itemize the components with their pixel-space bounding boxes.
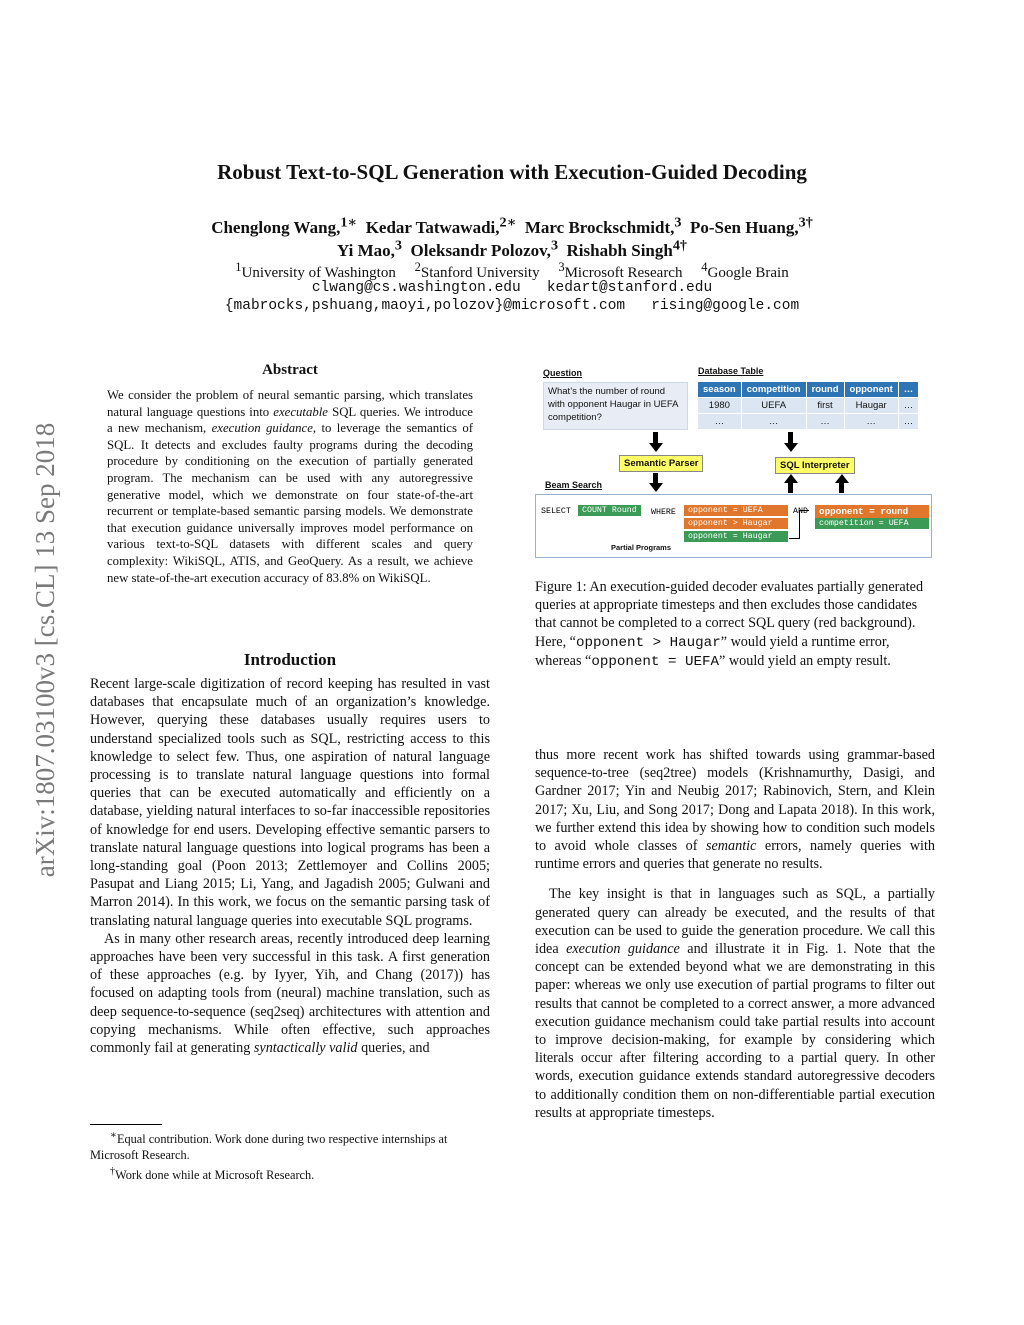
arrow-shaft (788, 432, 793, 443)
author: Rishabh Singh$^{4\dagger}$ (566, 237, 687, 260)
table-cell: … (898, 398, 919, 414)
abstract-text: We consider the problem of neural semantic parsing, which translates natural language questions into executable SQL queries. We introduce a new mechanism, execution guidance, to leverage the semantics of SQL. It detects and excludes faulty programs during the decoding procedure by conditioning on the execution of partially generated program. The mechanism can be used with any autoregressive generative model, which we demonstrate on four state-of-the-art recurrent or template-based semantic parsing models. We demonstrate that execution guidance universally improves model performance on various text-to-SQL datasets with different scales and query complexity: WikiSQL, ATIS, and GeoQuery. As a result, we achieve new state-of-the-art execution accuracy of 83.8% on WikiSQL. (107, 388, 473, 585)
email: {mabrocks,pshuang,maoyi,polozov}@microsoft.com (224, 298, 626, 314)
email-line-2 (0, 298, 1024, 314)
arrow-down-icon (784, 443, 798, 452)
arrow-up-icon (784, 474, 798, 483)
table-header: competition (741, 382, 806, 398)
intro-paragraph-2: As in many other research areas, recently introduced deep learning approaches have been very successful in this task. A first generation of these approaches (e.g. by Iyyer, Yih, and Chang (2017)) has focused on adapting tools from (neural) machine translation, such as deep sequence-to-sequence (seq2seq) architectures with attention and copying mechanisms. While often effective, such approaches commonly fail at generating syntactically valid queries, and (90, 930, 490, 1057)
email-line-1 (0, 280, 1024, 296)
email: kedart@stanford.edu (546, 280, 713, 296)
abstract-section (107, 362, 473, 586)
arrow-shaft (653, 432, 658, 443)
code-snippet: opponent = UEFA (591, 653, 720, 670)
affiliations (0, 260, 1024, 282)
question-box: What’s the number of round with opponent Haugar in UEFA competition? (543, 382, 688, 430)
right-column-text (535, 746, 935, 1122)
candidate-chip: COUNT Round (578, 505, 641, 516)
candidate-chip: competition = UEFA (815, 518, 929, 529)
introduction-section (90, 650, 490, 1057)
arrow-down-icon (649, 483, 663, 492)
author: Chenglong Wang,$^{1∗}$ (211, 214, 358, 237)
footnote-rule (90, 1124, 162, 1125)
sql-keyword: AND (793, 507, 808, 516)
candidate-chip-error: opponent > Haugar (684, 518, 788, 529)
footnotes (90, 1128, 490, 1183)
sql-keyword: WHERE (651, 508, 676, 517)
semantic-parser-box: Semantic Parser (619, 455, 703, 472)
table-header: round (806, 382, 844, 398)
paragraph: thus more recent work has shifted towards using grammar-based sequence-to-tree (seq2tree) models (Krishnamurthy, Dasigi, and Gardner 2017; Yin and Neubig 2017; Rabinovich, Stern, and Klein 2017; Xu, Liu, and Song 2017; Dong and Lapata 2018). In this work, we further extend this idea by showing how to condition such models to avoid whole classes of semantic errors, namely queries with runtime errors and queries that generate no results. (535, 747, 935, 873)
author: Yi Mao,$^3$ (337, 237, 402, 260)
paper-title: Robust Text-to-SQL Generation with Execution-Guided Decoding (217, 160, 807, 184)
table-cell: 1980 (698, 398, 741, 414)
arrow-shaft (653, 473, 658, 483)
arrow-shaft (839, 483, 844, 493)
paragraph: The key insight is that in languages such as SQL, a partially generated query can already be executed, and the results of that execution can be used to guide the generation procedure. We call this idea execution guidance and illustrate it in Fig. 1. Note that the concept can be extended beyond what we are demonstrating in this paper: whereas we only use execution of partial programs to filter out results that cannot be completed to a correct answer, a more advanced execution guidance mechanism could take partial results into account to improve decision-making, for example by considering which literals occur after filtering according to a partial query. In other words, execution guidance extends standard autoregressive decoders to additionally condition them on non-differentiable partial execution results at appropriate timesteps. (535, 886, 935, 1121)
table-cell: UEFA (741, 398, 806, 414)
table-cell: Haugar (844, 398, 898, 414)
affiliation: $^3$Microsoft Research (558, 260, 683, 281)
beam-search-label: Beam Search (545, 480, 603, 490)
sql-interpreter-box: SQL Interpreter (775, 457, 855, 474)
code-snippet: opponent > Haugar (575, 634, 721, 651)
arrow-shaft (788, 483, 793, 493)
author-line-2 (0, 237, 1024, 261)
affiliation: $^2$Stanford University (414, 260, 540, 281)
candidate-chip-error: opponent = round (815, 505, 929, 518)
abstract-heading: Abstract (262, 362, 318, 378)
figure-1 (535, 362, 935, 562)
connector-line (789, 538, 799, 539)
table-header: season (698, 382, 741, 398)
question-label: Question (543, 368, 583, 378)
candidate-chip-error: opponent = UEFA (684, 505, 788, 516)
candidate-chip: opponent = Haugar (684, 531, 788, 542)
table-cell: … (898, 414, 919, 430)
partial-programs-label: Partial Programs (611, 543, 672, 552)
author: Oleksandr Polozov,$^3$ (410, 237, 559, 260)
author: Kedar Tatwawadi,$^{2∗}$ (365, 214, 517, 237)
table-cell: … (844, 414, 898, 430)
arrow-up-icon (835, 474, 849, 483)
database-table (698, 382, 919, 429)
table-cell: … (806, 414, 844, 430)
arrow-down-icon (649, 443, 663, 452)
introduction-heading: Introduction (243, 650, 337, 669)
table-cell: first (806, 398, 844, 414)
table-header: … (898, 382, 919, 398)
affiliation: $^4$Google Brain (701, 260, 789, 281)
intro-paragraph-1: Recent large-scale digitization of record keeping has resulted in vast databases that encapsulate much of an organization’s knowledge. However, querying these databases usually requires users to understand specialized tools such as SQL, restricting access to this knowledge to select few. Thus, one aspiration of natural language processing is to translate natural language questions into formal queries that can be executed automatically and efficiently on a database, yielding natural interfaces to so-far inaccessible repositories of knowledge for end users. Developing effective semantic parsers to translate natural language questions into logical programs has been a long-standing goal (Poon 2013; Zettlemoyer and Collins 2005; Pasupat and Liang 2015; Li, Yang, and Jagadish 2005; Gulwani and Marron 2014). In this work, we focus on the semantic parsing task of translating natural language queries into executable SQL programs. (90, 676, 490, 929)
email: rising@google.com (651, 298, 800, 314)
figure-caption: Figure 1: An execution-guided decoder evaluates partially generated queries at appropriate timesteps and then excludes those candidates that cannot be completed to a correct SQL query (red background). Here, “opponent > Haugar” would yield a runtime error, whereas “opponent = UEFA” would yield an empty result. (535, 579, 924, 670)
table-cell: … (741, 414, 806, 430)
database-table-label: Database Table (698, 366, 764, 376)
sql-keyword: SELECT (541, 507, 571, 516)
email: clwang@cs.washington.edu (311, 280, 521, 296)
affiliation: $^1$University of Washington (235, 260, 396, 281)
author: Po-Sen Huang,$^{3\dagger}$ (689, 214, 813, 237)
author: Marc Brockschmidt,$^3$ (524, 214, 682, 237)
table-header: opponent (844, 382, 898, 398)
footnote: ∗Equal contribution. Work done during two respective internships at Microsoft Research. (90, 1130, 448, 1163)
author-line-1 (0, 214, 1024, 238)
arxiv-identifier: arXiv:1807.03100v3 [cs.CL] 13 Sep 2018 (30, 422, 60, 878)
table-cell: … (698, 414, 741, 430)
footnote: †Work done while at Microsoft Research. (110, 1165, 315, 1182)
